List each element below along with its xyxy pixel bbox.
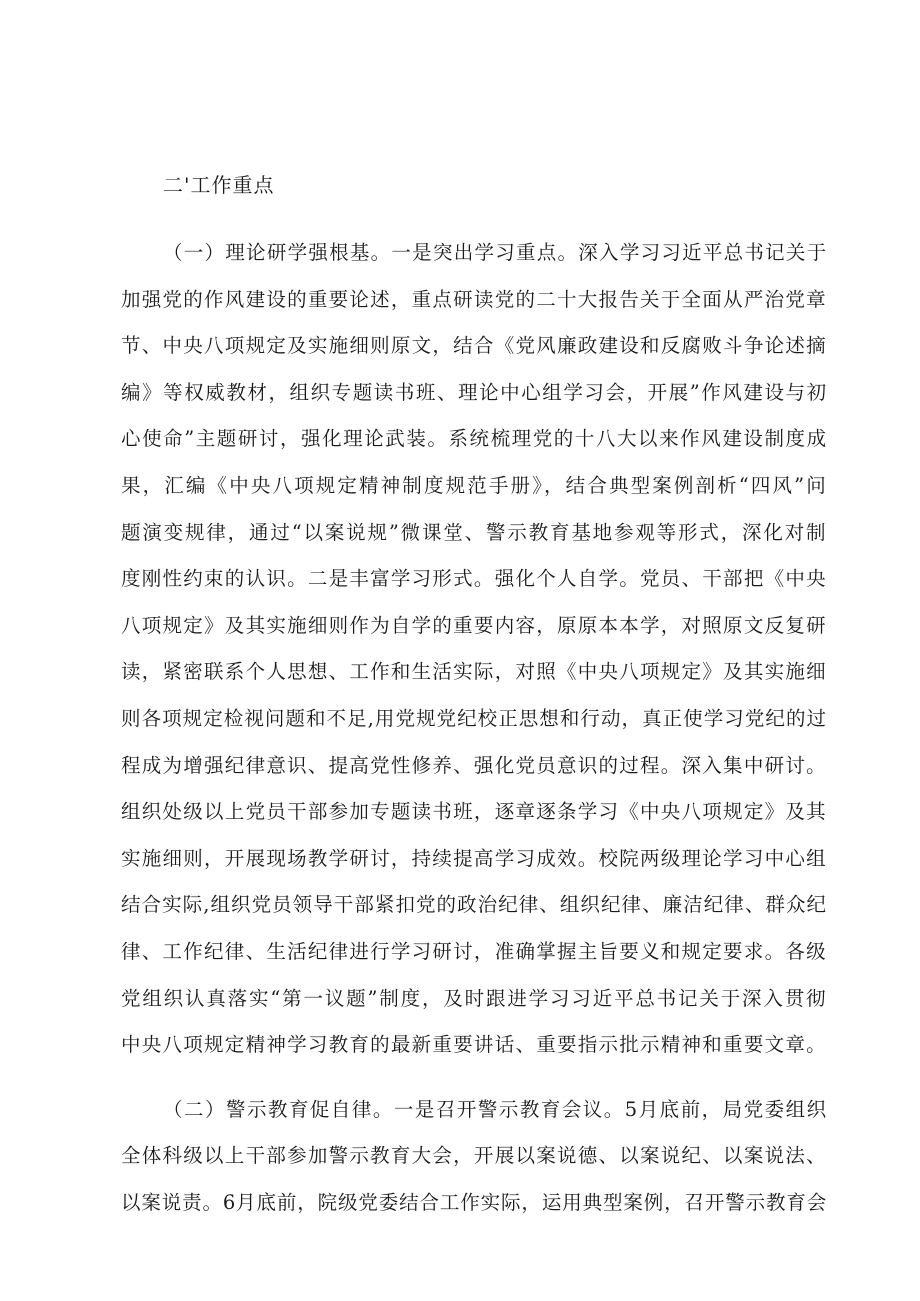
text-line: 则各项规定检视问题和不足,用党规党纪校正思想和行动，真正使学习党纪的过: [121, 707, 828, 730]
text-line: 加强党的作风建设的重要论述，重点研读党的二十大报告关于全面从严治党章: [121, 288, 827, 311]
text-line: 实施细则，开展现场教学研讨，持续提高学习成效。校院两级理论学习中心组: [121, 847, 827, 870]
text-line: 编》等权威教材，组织专题读书班、理论中心组学习会，开展”作风建设与初: [121, 381, 828, 404]
text-line: 八项规定》及其实施细则作为自学的重要内容，原原本本学，对照原文反复研: [121, 614, 827, 637]
text-line: 心使命”主题研讨，强化理论武装。系统梳理党的十八大以来作风建设制度成: [121, 427, 828, 450]
text-line: 节、中央八项规定及实施细则原文，结合《党风廉政建设和反腐败斗争论述摘: [121, 334, 827, 357]
text-line: 程成为增强纪律意识、提高党性修养、强化党员意识的过程。深入集中研讨。: [121, 754, 827, 777]
text-line: （二）警示教育促自律。一是召开警示教育会议。5月底前，局党委组织: [163, 1098, 828, 1121]
text-line: 律、工作纪律、生活纪律进行学习研讨，准确掌握主旨要义和规定要求。各级: [121, 940, 827, 963]
text-line: 题演变规律，通过“以案说规”微课堂、警示教育基地参观等形式，深化对制: [121, 521, 828, 544]
text-line: 中央八项规定精神学习教育的最新重要讲话、重要指示批示精神和重要文章。: [121, 1033, 827, 1056]
text-line: 党组织认真落实“第一议题”制度，及时跟进学习习近平总书记关于深入贯彻: [121, 987, 828, 1010]
text-line: （一）理论研学强根基。一是突出学习重点。深入学习习近平总书记关于: [163, 241, 828, 264]
text-line: 读，紧密联系个人思想、工作和生活实际，对照《中央八项规定》及其实施细: [121, 660, 827, 683]
text-line: 结合实际,组织党员领导干部紧扣党的政治纪律、组织纪律、廉洁纪律、群众纪: [121, 893, 828, 916]
section-heading: 二'工作重点: [163, 173, 275, 197]
text-line: 度刚性约束的认识。二是丰富学习形式。强化个人自学。党员、干部把《中央: [121, 567, 827, 590]
text-line: 以案说责。6月底前，院级党委结合工作实际，运用典型案例，召开警示教育会: [121, 1191, 828, 1214]
text-line: 果，汇编《中央八项规定精神制度规范手册》，结合典型案例剖析“四风”问: [121, 474, 828, 497]
text-line: 全体科级以上干部参加警示教育大会，开展以案说德、以案说纪、以案说法、: [121, 1144, 827, 1167]
text-line: 组织处级以上党员干部参加专题读书班，逐章逐条学习《中央八项规定》及其: [121, 800, 827, 823]
